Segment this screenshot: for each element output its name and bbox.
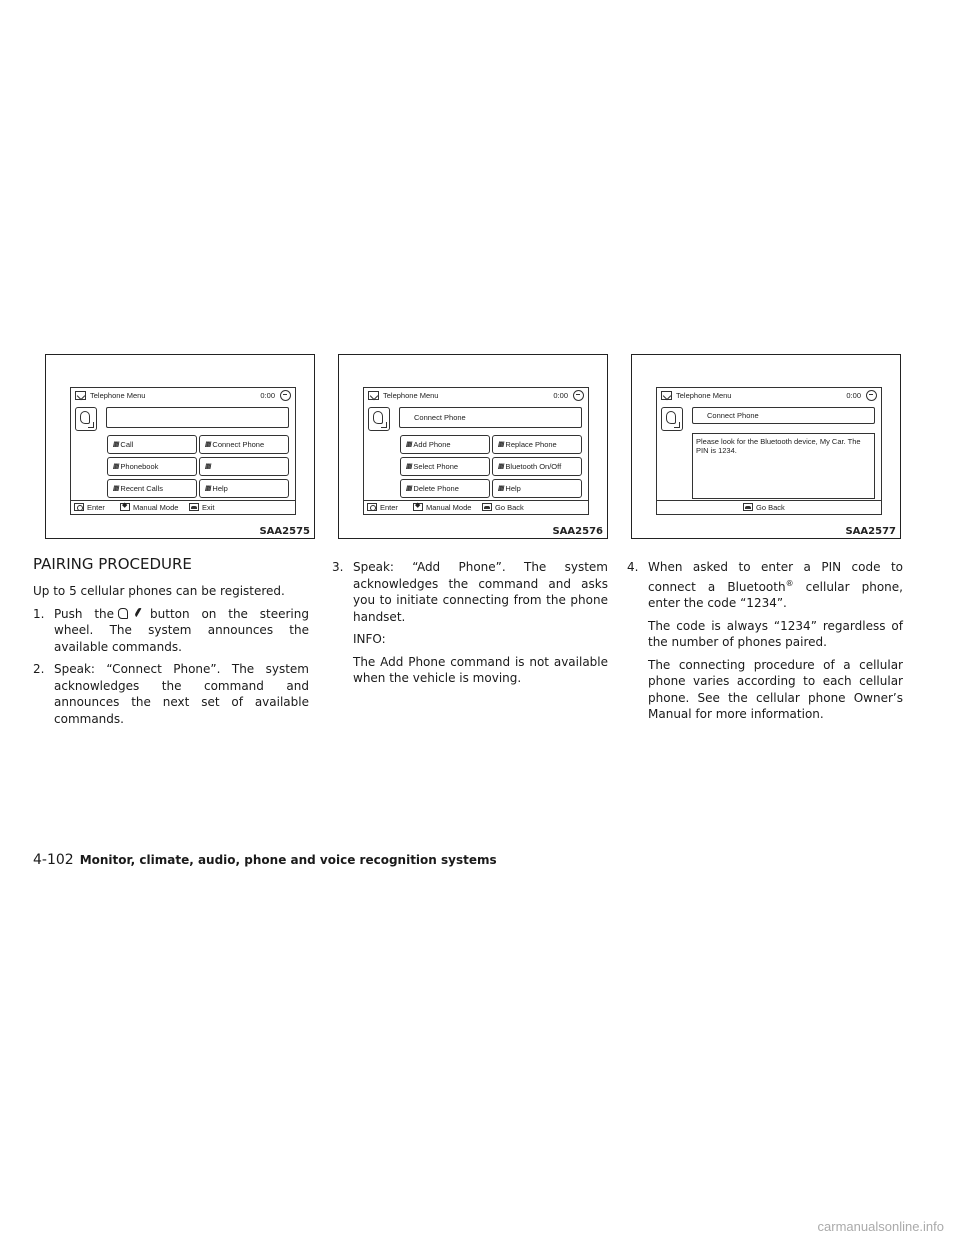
- title-bar: [657, 388, 881, 403]
- step-4: 4. When asked to enter a PIN code to connect a Bluetooth® cellular phone, enter the code “1234”.: [627, 560, 903, 610]
- telephone-icon: [368, 391, 379, 400]
- speak-icon: /////: [406, 462, 412, 471]
- status-bar: [364, 500, 588, 514]
- screen-title: Telephone Menu: [383, 391, 439, 400]
- call-timer: 0:00: [846, 391, 861, 400]
- page-footer: [33, 852, 497, 868]
- updown-icon: [413, 503, 423, 511]
- speak-icon: /////: [406, 440, 412, 449]
- telephone-icon: [75, 391, 86, 400]
- add-phone-button[interactable]: ///// Add Phone: [400, 435, 490, 454]
- step-3: 3. Speak: “Add Phone”. The system acknowledges the command and asks you to initiate connecting from the phone handset.: [332, 560, 608, 624]
- speak-icon: /////: [113, 484, 119, 493]
- text-column-3: [627, 559, 903, 729]
- telephone-menu-screen: [363, 387, 589, 515]
- status-bar: [657, 500, 881, 514]
- speak-icon: /////: [498, 462, 504, 471]
- info-label: INFO:: [353, 632, 386, 646]
- speak-icon: /////: [498, 484, 504, 493]
- section-name: Monitor, climate, audio, phone and voice recognition systems: [79, 853, 497, 867]
- speak-icon: /////: [113, 462, 119, 471]
- watermark: carmanualsonline.info: [817, 1219, 944, 1234]
- status-manual-mode: Manual Mode: [133, 503, 179, 512]
- empty-button[interactable]: [199, 457, 289, 476]
- page-number: 4-102: [33, 852, 74, 868]
- updown-icon: [120, 503, 130, 511]
- title-bar: [71, 388, 295, 403]
- bluetooth-onoff-button[interactable]: ///// Bluetooth On/Off: [492, 457, 582, 476]
- speak-icon: /////: [205, 440, 211, 449]
- step-1: 1. Push the button on the steering wheel. The system announces the available commands.: [33, 606, 309, 654]
- status-manual-mode: Manual Mode: [426, 503, 472, 512]
- telephone-icon: [661, 391, 672, 400]
- section-heading: PAIRING PROCEDURE: [33, 555, 192, 573]
- back-car-icon: [482, 503, 492, 511]
- info-message-box: Please look for the Bluetooth device, My Car. The PIN is 1234.: [692, 433, 875, 499]
- call-timer: 0:00: [553, 391, 568, 400]
- voice-recognition-icon: [661, 407, 683, 431]
- telephone-menu-screen: [70, 387, 296, 515]
- back-arrow-icon[interactable]: [280, 390, 291, 401]
- voice-input-display: Connect Phone: [692, 407, 875, 424]
- delete-phone-button[interactable]: ///// Delete Phone: [400, 479, 490, 498]
- voice-recognition-icon: [75, 407, 97, 431]
- back-car-icon: [189, 503, 199, 511]
- text-column-2: [332, 559, 608, 693]
- speak-icon: /////: [498, 440, 504, 449]
- figure-saa2575: [45, 354, 315, 539]
- title-bar: [364, 388, 588, 403]
- back-car-icon: [743, 503, 753, 511]
- connect-phone-button[interactable]: ///// Connect Phone: [199, 435, 289, 454]
- recent-calls-button[interactable]: ///// Recent Calls: [107, 479, 197, 498]
- phonebook-button[interactable]: ///// Phonebook: [107, 457, 197, 476]
- telephone-menu-screen: [656, 387, 882, 515]
- speak-icon: /////: [406, 484, 412, 493]
- voice-phone-icon: [114, 607, 150, 619]
- replace-phone-button[interactable]: ///// Replace Phone: [492, 435, 582, 454]
- call-timer: 0:00: [260, 391, 275, 400]
- figure-id: SAA2577: [845, 526, 896, 537]
- figure-id: SAA2576: [552, 526, 603, 537]
- status-go-back: Go Back: [495, 503, 524, 512]
- speak-icon: /////: [113, 440, 119, 449]
- status-enter: Enter: [380, 503, 398, 512]
- step-4-note-1: The code is always “1234” regardless of the number of phones paired.: [648, 618, 903, 649]
- help-button[interactable]: ///// Help: [199, 479, 289, 498]
- status-bar: [71, 500, 295, 514]
- dial-icon: [74, 503, 84, 511]
- call-button[interactable]: ///// Call: [107, 435, 197, 454]
- status-go-back: Go Back: [756, 503, 785, 512]
- step-4-note-2: The connecting procedure of a cellular phone varies according to each cellular phone. See the cellular phone Owner’s Manual for more information.: [648, 657, 903, 721]
- voice-input-display: Connect Phone: [399, 407, 582, 428]
- dial-icon: [367, 503, 377, 511]
- screen-title: Telephone Menu: [676, 391, 732, 400]
- voice-recognition-icon: [368, 407, 390, 431]
- intro-text: Up to 5 cellular phones can be registered.: [33, 584, 285, 598]
- step-2: 2. Speak: “Connect Phone”. The system acknowledges the command and announces the next set of available commands.: [33, 662, 309, 726]
- help-button[interactable]: ///// Help: [492, 479, 582, 498]
- back-arrow-icon[interactable]: [866, 390, 877, 401]
- figure-id: SAA2575: [259, 526, 310, 537]
- select-phone-button[interactable]: ///// Select Phone: [400, 457, 490, 476]
- info-text: The Add Phone command is not available when the vehicle is moving.: [353, 654, 608, 685]
- figure-saa2577: [631, 354, 901, 539]
- speak-icon: /////: [205, 462, 211, 471]
- back-arrow-icon[interactable]: [573, 390, 584, 401]
- voice-input-display: [106, 407, 289, 428]
- screen-title: Telephone Menu: [90, 391, 146, 400]
- figure-saa2576: [338, 354, 608, 539]
- status-exit: Exit: [202, 503, 215, 512]
- text-column-1: [33, 583, 309, 733]
- speak-icon: /////: [205, 484, 211, 493]
- status-enter: Enter: [87, 503, 105, 512]
